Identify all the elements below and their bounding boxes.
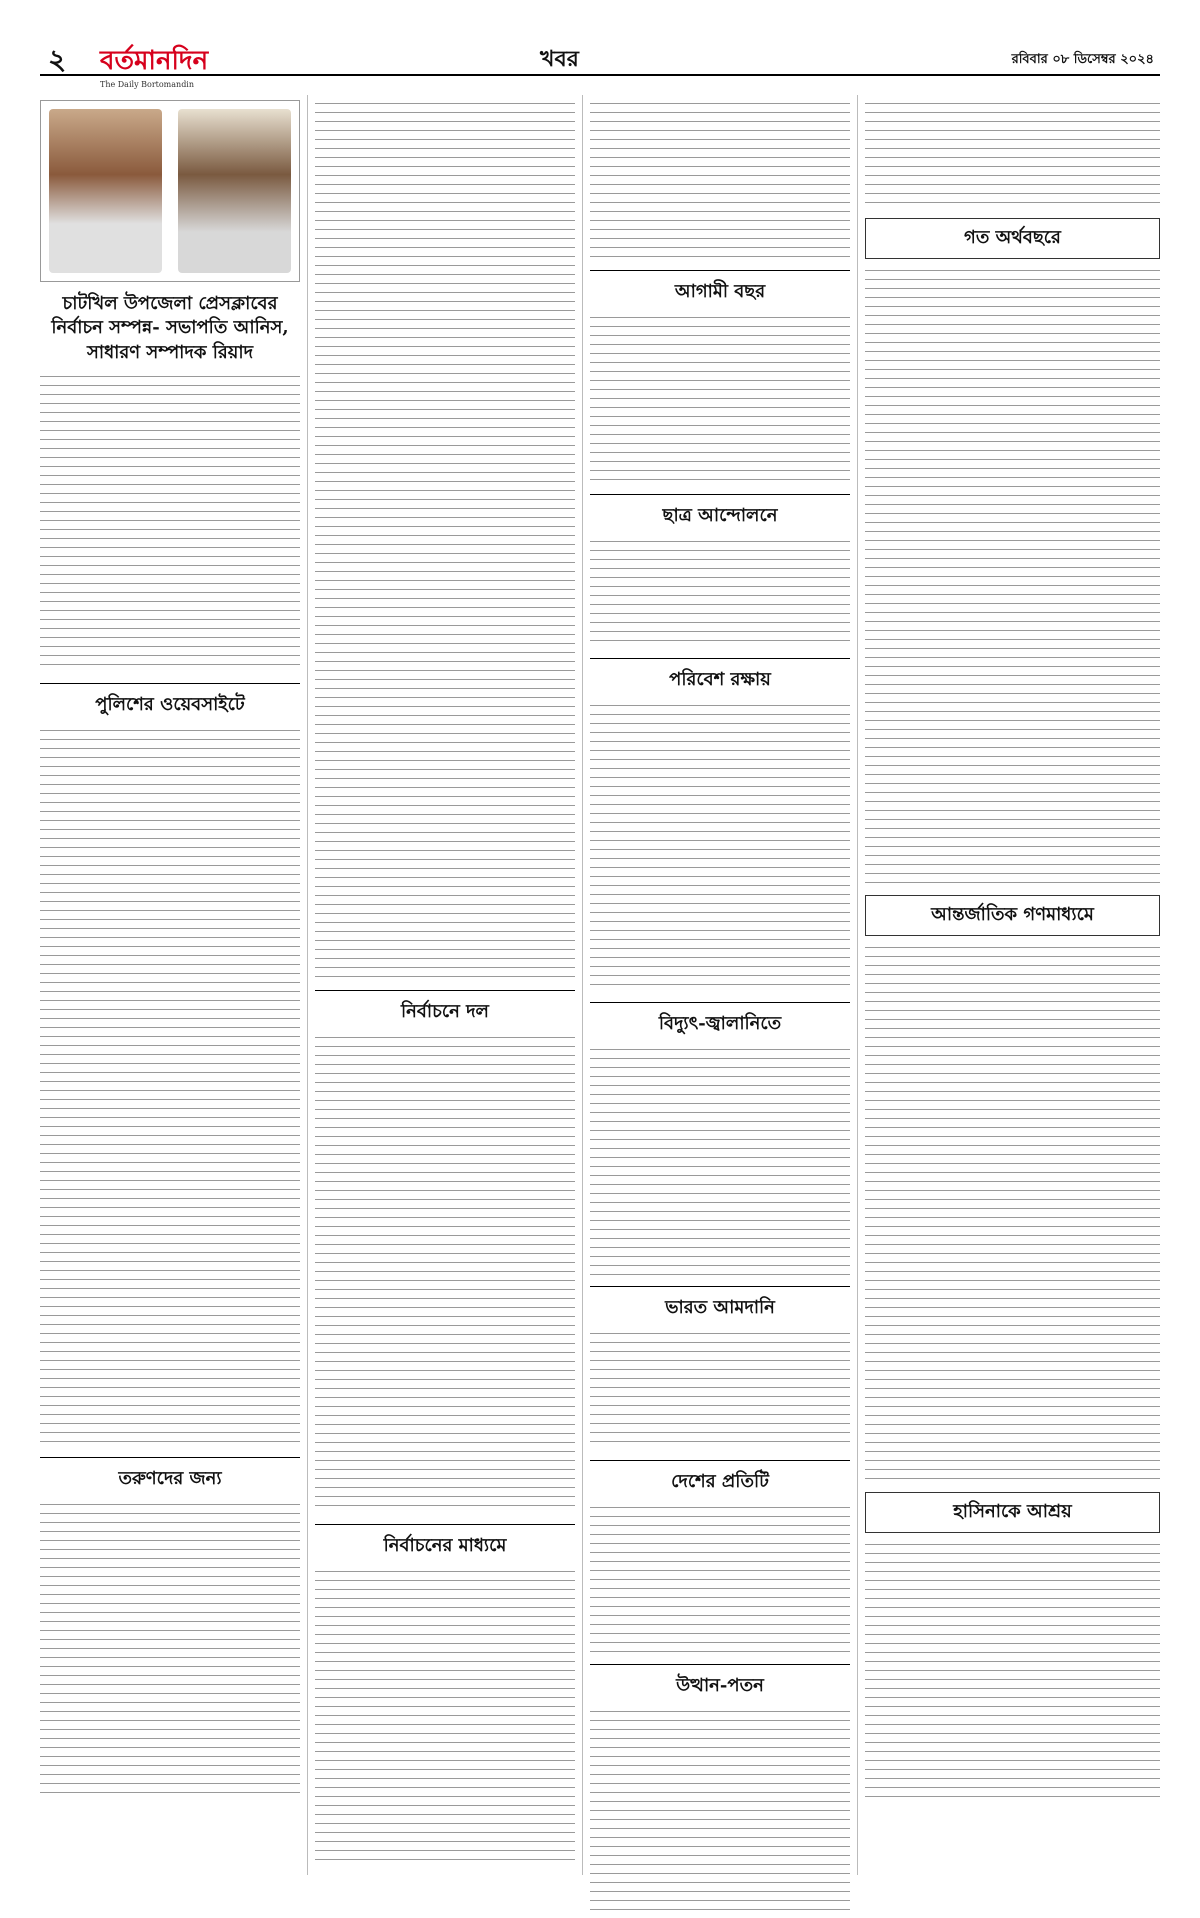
subheading: দেশের প্রতিটি: [590, 1460, 850, 1498]
article-text: [590, 314, 850, 484]
article-text: [315, 1034, 575, 1514]
box-heading: হাসিনাকে আশ্রয়: [865, 1492, 1160, 1533]
masthead: [40, 38, 1160, 89]
article-text: [40, 727, 300, 1447]
subheading: পুলিশের ওয়েবসাইটে: [40, 683, 300, 721]
column-3: [590, 100, 850, 1918]
box-heading: আন্তর্জাতিক গণমাধ্যমে: [865, 895, 1160, 936]
article-text: [315, 100, 575, 980]
newspaper-logo: বর্তমানদিন The Daily Bortomandin: [100, 46, 209, 89]
article-text: [865, 267, 1160, 887]
article-text: [40, 373, 300, 673]
section-title: খবর: [540, 46, 579, 72]
page-number: ২: [48, 43, 67, 76]
article-text: [865, 944, 1160, 1484]
article-text: [590, 1504, 850, 1654]
photo-1: [49, 109, 162, 273]
article-text: [315, 1568, 575, 1868]
issue-date: রবিবার ০৮ ডিসেম্বর ২০২৪: [1011, 52, 1154, 67]
article-text: [40, 1501, 300, 1801]
subheading: নির্বাচনে দল: [315, 990, 575, 1028]
photo-2: [178, 109, 291, 273]
subheading: ভারত আমদানি: [590, 1286, 850, 1324]
box-heading: গত অর্থবছরে: [865, 218, 1160, 259]
subheading: পরিবেশ রক্ষায়: [590, 658, 850, 696]
column-1: [40, 100, 300, 1801]
subheading: আগামী বছর: [590, 270, 850, 308]
article-text: [590, 702, 850, 992]
column-4: [865, 100, 1160, 1801]
article-text: [590, 1046, 850, 1276]
subheading: তরুণদের জন্য: [40, 1457, 300, 1495]
subheading: নির্বাচনের মাধ্যমে: [315, 1524, 575, 1562]
article-text: [590, 100, 850, 260]
article-text: [590, 1330, 850, 1450]
article-text: [590, 1708, 850, 1918]
subheading: ছাত্র আন্দোলনে: [590, 494, 850, 532]
article-text: [590, 538, 850, 648]
subheading: উত্থান-পতন: [590, 1664, 850, 1702]
article-text: [865, 1541, 1160, 1801]
article-text: [865, 100, 1160, 210]
subheading: বিদ্যুৎ-জ্বালানিতে: [590, 1002, 850, 1040]
column-2: [315, 100, 575, 1868]
article-photos: [40, 100, 300, 282]
lead-headline: চাটখিল উপজেলা প্রেসক্লাবের নির্বাচন সম্পন্ন- সভাপতি আনিস, সাধারণ সম্পাদক রিয়াদ: [51, 293, 289, 363]
